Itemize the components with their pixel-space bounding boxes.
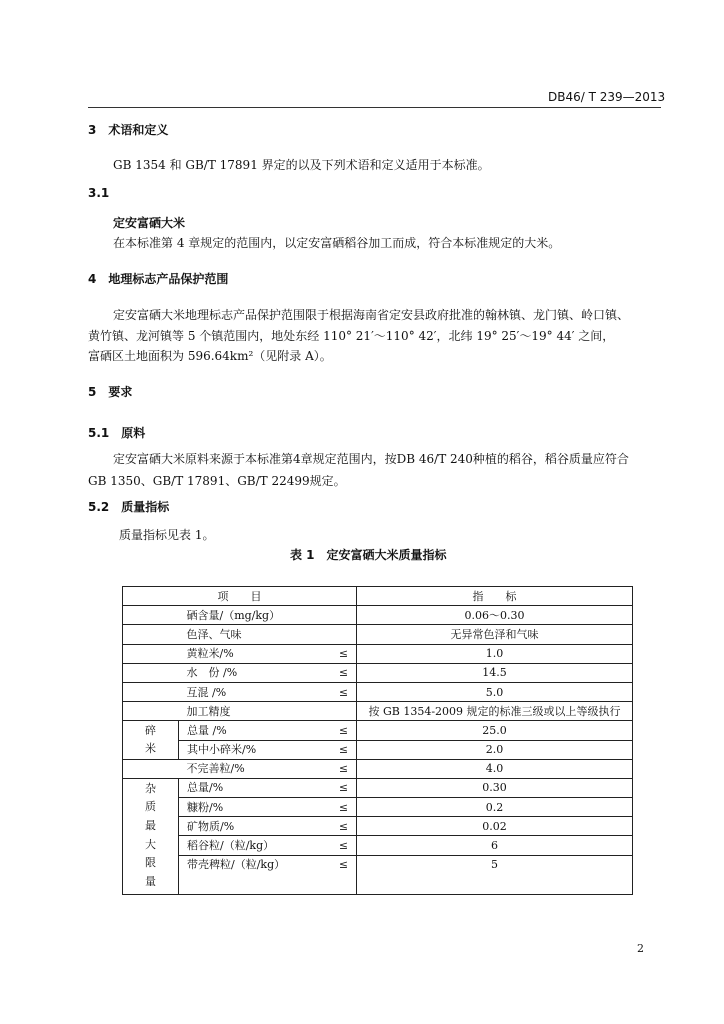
row-item: 总量/% (179, 778, 299, 797)
section-4-line-2: 黄竹镇、龙河镇等 5 个镇范围内，地处东经 110° 21′～110° 42′，北纬 19° 25′～19° 44′ 之间， (88, 329, 615, 343)
table-row (123, 606, 633, 625)
row-item: 糠粉/% (179, 798, 299, 817)
row-operator: ≤ (299, 721, 357, 740)
section-4-line-3: 富硒区土地面积为 596.64km²（见附录 A）。 (88, 349, 332, 363)
row-value: 6 (357, 836, 633, 855)
table-row (123, 663, 633, 682)
table-row (123, 721, 633, 740)
header-rule (88, 107, 661, 108)
table-row (123, 817, 633, 836)
table-row (123, 740, 633, 759)
section-4-line-1: 定安富硒大米地理标志产品保护范围限于根据海南省定安县政府批准的翰林镇、龙门镇、岭口镇、 (113, 308, 630, 322)
row-value: 5 (357, 855, 633, 894)
table-caption: 表 1 定安富硒大米质量指标 (290, 548, 447, 562)
row-item: 矿物质/% (179, 817, 299, 836)
row-operator: ≤ (299, 759, 357, 778)
table-row (123, 682, 633, 701)
row-value: 按 GB 1354-2009 规定的标准三级或以上等级执行 (357, 702, 633, 721)
row-value: 1.0 (357, 644, 633, 663)
section-5-1-line-1: 定安富硒大米原料来源于本标准第4章规定范围内，按DB 46/T 240种植的稻谷，稻谷质量应符合 (113, 452, 629, 466)
row-value: 5.0 (357, 682, 633, 701)
row-item: 总量 /% (179, 721, 299, 740)
row-value: 0.06～0.30 (357, 606, 633, 625)
header-item: 项 目 (123, 587, 357, 606)
row-item: 不完善粒/% (179, 759, 299, 778)
section-5-2-intro: 质量指标见表 1。 (119, 528, 215, 542)
row-operator: ≤ (299, 682, 357, 701)
quality-table (122, 586, 633, 895)
row-item: 稻谷粒/（粒/kg） (179, 836, 299, 855)
header-index: 指 标 (357, 587, 633, 606)
table-row (123, 625, 633, 644)
row-item: 硒含量/（mg/kg） (179, 606, 357, 625)
section-3-title: 3 术语和定义 (88, 123, 169, 137)
term-title: 定安富硒大米 (113, 216, 186, 230)
row-item: 色泽、气味 (179, 625, 357, 644)
term-definition: 在本标准第 4 章规定的范围内，以定安富硒稻谷加工而成，符合本标准规定的大米。 (113, 236, 561, 250)
row-operator: ≤ (299, 778, 357, 797)
section-5-1-line-2: GB 1350、GB/T 17891、GB/T 22499规定。 (88, 474, 346, 488)
row-value: 4.0 (357, 759, 633, 778)
row-value: 无异常色泽和气味 (357, 625, 633, 644)
row-operator: ≤ (299, 740, 357, 759)
row-value: 25.0 (357, 721, 633, 740)
row-value: 0.2 (357, 798, 633, 817)
section-3-intro: GB 1354 和 GB/T 17891 界定的以及下列术语和定义适用于本标准。 (113, 158, 490, 172)
row-value: 2.0 (357, 740, 633, 759)
table-row (123, 798, 633, 817)
row-item: 加工精度 (179, 702, 357, 721)
clause-3-1-number: 3.1 (88, 186, 110, 200)
table-row (123, 759, 633, 778)
row-operator: ≤ (299, 855, 357, 894)
table-row (123, 778, 633, 797)
section-4-title: 4 地理标志产品保护范围 (88, 272, 229, 286)
row-item: 水 份 /% (179, 663, 299, 682)
group-label-broken-rice: 碎 米 (123, 721, 179, 759)
page-number: 2 (637, 942, 644, 955)
row-item: 其中小碎米/% (179, 740, 299, 759)
table-row (123, 855, 633, 894)
row-item: 互混 /% (179, 682, 299, 701)
section-5-2-title: 5.2 质量指标 (88, 500, 170, 514)
row-value: 0.30 (357, 778, 633, 797)
row-operator: ≤ (299, 798, 357, 817)
table-row (123, 644, 633, 663)
table-row (123, 836, 633, 855)
section-5-title: 5 要求 (88, 385, 133, 399)
table-header-row (123, 587, 633, 606)
section-5-1-title: 5.1 原料 (88, 426, 146, 440)
row-item: 黄粒米/% (179, 644, 299, 663)
row-item: 带壳稗粒/（粒/kg） (179, 855, 299, 894)
table-row (123, 702, 633, 721)
row-operator: ≤ (299, 663, 357, 682)
group-label-impurity: 杂 质 最 大 限 量 (123, 778, 179, 894)
row-operator: ≤ (299, 817, 357, 836)
row-operator: ≤ (299, 836, 357, 855)
standard-number: DB46/ T 239—2013 (548, 90, 666, 104)
row-value: 14.5 (357, 663, 633, 682)
row-operator: ≤ (299, 644, 357, 663)
row-value: 0.02 (357, 817, 633, 836)
